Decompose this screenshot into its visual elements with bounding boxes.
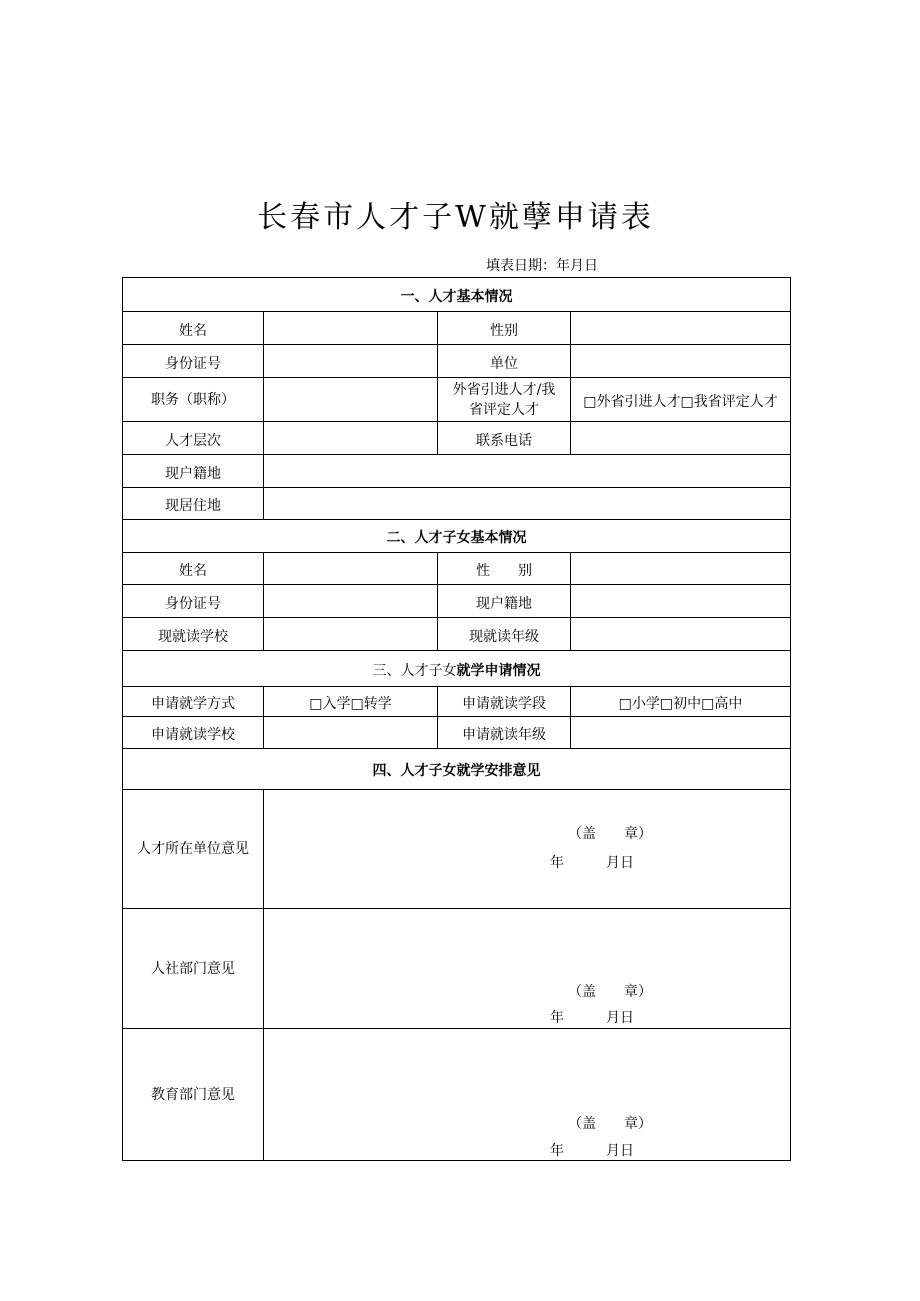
child-school-field[interactable] <box>264 618 438 651</box>
application-form-table <box>122 277 791 1161</box>
opinion-date-education: 年 月日 <box>550 1143 634 1159</box>
apply-school-field[interactable] <box>264 717 438 749</box>
child-school-label: 现就读学校 <box>123 618 264 651</box>
form-title: 长春市人才子W就孽申请表 <box>257 200 654 235</box>
opinion-stamp-unit: （盖 章） <box>568 826 652 842</box>
fill-date: 填表日期：年月日 <box>486 258 598 274</box>
apply-stage-options[interactable]: □小学□初中□高中 <box>571 687 791 717</box>
opinion-date-unit: 年 月日 <box>550 855 634 871</box>
talent-phone-field[interactable] <box>571 422 791 455</box>
talent-gender-field[interactable] <box>571 312 791 345</box>
child-name-label: 姓名 <box>123 553 264 585</box>
opinion-label-education: 教育部门意见 <box>123 1029 264 1161</box>
apply-grade-label: 申请就读年级 <box>438 717 571 749</box>
opinion-label-hrss: 人社部门意见 <box>123 909 264 1029</box>
talent-position-field[interactable] <box>264 378 438 422</box>
talent-source-label <box>438 378 571 422</box>
talent-source-options[interactable]: □外省引进人才□我省评定人才 <box>571 378 791 422</box>
child-gender-label: 性 别 <box>438 553 571 585</box>
child-id-label: 身份证号 <box>123 585 264 618</box>
opinion-field-unit[interactable] <box>264 790 791 909</box>
talent-level-label: 人才层次 <box>123 422 264 455</box>
child-grade-field[interactable] <box>571 618 791 651</box>
talent-hukou-field[interactable] <box>264 455 791 488</box>
opinion-label-unit: 人才所在单位意见 <box>123 790 264 909</box>
talent-name-label: 姓名 <box>123 312 264 345</box>
section3-heading-suffix: 就学申请情况 <box>456 662 541 679</box>
talent-unit-label: 单位 <box>438 345 571 378</box>
section2-heading <box>123 520 791 553</box>
opinion-field-education[interactable] <box>264 1029 791 1161</box>
section3-heading-prefix: 三、人才子女 <box>372 662 457 679</box>
child-gender-field[interactable] <box>571 553 791 585</box>
apply-grade-field[interactable] <box>571 717 791 749</box>
talent-gender-label: 性别 <box>438 312 571 345</box>
talent-unit-field[interactable] <box>571 345 791 378</box>
talent-id-label: 身份证号 <box>123 345 264 378</box>
apply-method-label: 申请就学方式 <box>123 687 264 717</box>
apply-school-label: 申请就读学校 <box>123 717 264 749</box>
talent-name-field[interactable] <box>264 312 438 345</box>
apply-method-options[interactable]: □入学□转学 <box>264 687 438 717</box>
child-grade-label: 现就读年级 <box>438 618 571 651</box>
child-id-field[interactable] <box>264 585 438 618</box>
talent-level-field[interactable] <box>264 422 438 455</box>
section4-heading: 四、人才子女就学安排意见 <box>123 749 791 790</box>
opinion-stamp-education: （盖 章） <box>568 1116 652 1132</box>
talent-id-field[interactable] <box>264 345 438 378</box>
talent-residence-field[interactable] <box>264 488 791 520</box>
section2-heading-prefix: 二、人才子女 <box>386 530 471 546</box>
child-name-field[interactable] <box>264 553 438 585</box>
child-hukou-label: 现户籍地 <box>438 585 571 618</box>
apply-stage-label: 申请就读学段 <box>438 687 571 717</box>
talent-position-label: 职务（职称） <box>123 378 264 422</box>
section2-heading-suffix: 基本情况 <box>470 530 527 546</box>
talent-residence-label: 现居住地 <box>123 488 264 520</box>
talent-hukou-label: 现户籍地 <box>123 455 264 488</box>
opinion-stamp-hrss: （盖 章） <box>568 984 652 1000</box>
section1-heading: 一、人才基本情况 <box>123 278 791 312</box>
opinion-date-hrss: 年 月日 <box>550 1010 634 1026</box>
talent-source-label-line1: 外省引进人才/我 <box>452 381 556 398</box>
talent-source-label-line2: 省评定人才 <box>469 401 539 418</box>
talent-phone-label: 联系电话 <box>438 422 571 455</box>
section3-heading <box>123 651 791 687</box>
opinion-field-hrss[interactable] <box>264 909 791 1029</box>
child-hukou-field[interactable] <box>571 585 791 618</box>
